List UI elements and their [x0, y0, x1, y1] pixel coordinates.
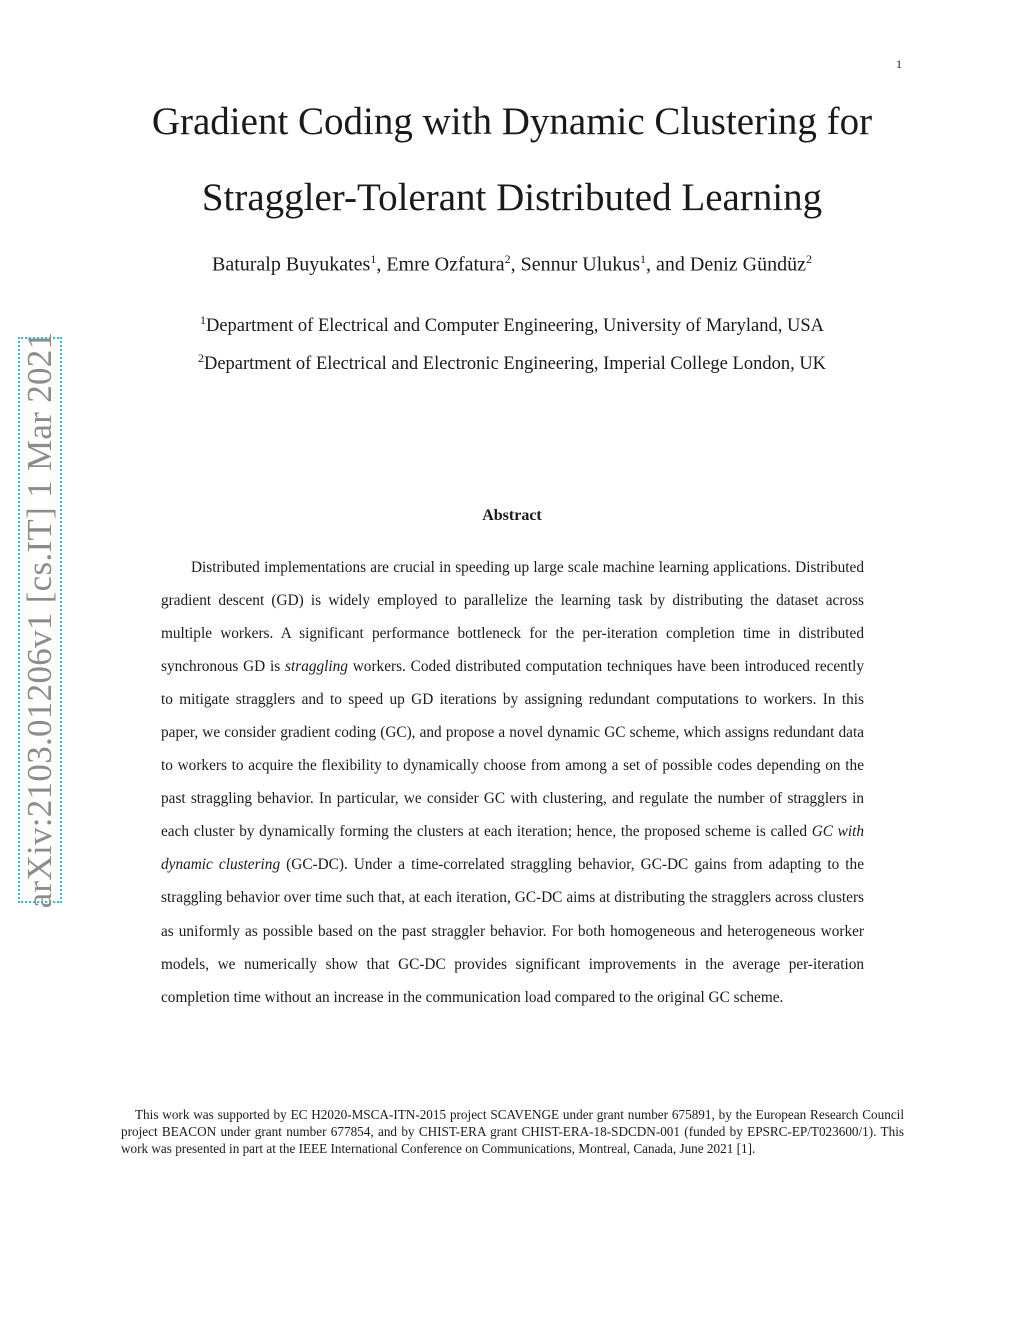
abstract-emphasis: straggling [285, 658, 348, 676]
page-number: 1 [896, 57, 902, 71]
author-list [0, 252, 1024, 277]
affiliation-text: Department of Electrical and Computer Engineering, University of Maryland, USA [205, 316, 825, 337]
paper-title-line-2: Straggler-Tolerant Distributed Learning [201, 176, 823, 219]
author-affiliation-mark: 1 [640, 252, 647, 266]
author-separator: , and [646, 253, 690, 276]
author-name: Deniz Gündüz [689, 253, 806, 276]
abstract-text [161, 551, 864, 1014]
author-name: Sennur Ulukus [520, 253, 641, 276]
affiliation-text: Department of Electrical and Electronic Engineering, Imperial College London, UK [203, 354, 827, 375]
author-separator: , [510, 253, 521, 276]
author-separator: , [376, 253, 387, 276]
affiliation-number: 2 [197, 351, 204, 365]
abstract-heading: Abstract [482, 507, 542, 524]
author-affiliation-mark: 2 [504, 252, 511, 266]
abstract-part: workers. Coded distributed computation techniques have been introduced recently to mitigate stragglers and to speed up GD iterations by assigning redundant computations to workers. In this paper, we consider gradient coding (GC), and propose a novel dynamic GC scheme, which assigns redundant data to workers to acquire the flexibility to dynamically choose from among a set of possible codes depending on the past straggling behavior. In particular, we consider GC with clustering, and regulate the number of stragglers in each cluster by dynamically forming the clusters at each iteration; hence, the proposed scheme is called [161, 658, 864, 841]
abstract-part: (GC-DC). Under a time-correlated straggling behavior, GC-DC gains from adapting to the straggling behavior over time such that, at each iteration, GC-DC aims at distributing the stragglers across clusters as uniformly as possible based on the past straggler behavior. For both homogeneous and heterogeneous worker models, we numerically show that GC-DC provides significant improvements in the average per-iteration completion time without an increase in the communication load compared to the original GC scheme. [161, 856, 864, 1006]
arxiv-identifier: arXiv:2103.01206v1 [cs.IT] 1 Mar 2021 [20, 331, 59, 909]
author-affiliation-mark: 1 [370, 252, 377, 266]
affiliation [0, 313, 1024, 337]
author-name: Baturalp Buyukates [212, 253, 371, 276]
affiliation-number: 1 [199, 313, 206, 327]
author-affiliation-mark: 2 [806, 252, 812, 266]
abstract-part: Distributed implementations are crucial in speeding up large scale machine learning applications. Distributed gradient descent (GD) is widely employed to parallelize the learning task by distributing the dataset across multiple workers. A significant performance bottleneck for the per-iteration completion time in distributed synchronous GD is [161, 559, 864, 676]
abstract-emphasis: GC with dynamic clustering [161, 823, 865, 874]
affiliation [0, 351, 1024, 375]
paper-title-line-1: Gradient Coding with Dynamic Clustering for [151, 100, 873, 143]
author-name: Emre Ozfatura [386, 253, 505, 276]
paper-title [0, 84, 1024, 236]
funding-footnote: This work was supported by EC H2020-MSCA-ITN-2015 project SCAVENGE under grant number 675891, by the European Research Council project BEACON under grant number 677854, and by CHIST-ERA grant CHIST-ERA-18-SDCDN-001 (funded by EPSRC-EP/T023600/1). This work was presented in part at the IEEE International Conference on Communications, Montreal, Canada, June 2021 [1]. [121, 1107, 904, 1156]
